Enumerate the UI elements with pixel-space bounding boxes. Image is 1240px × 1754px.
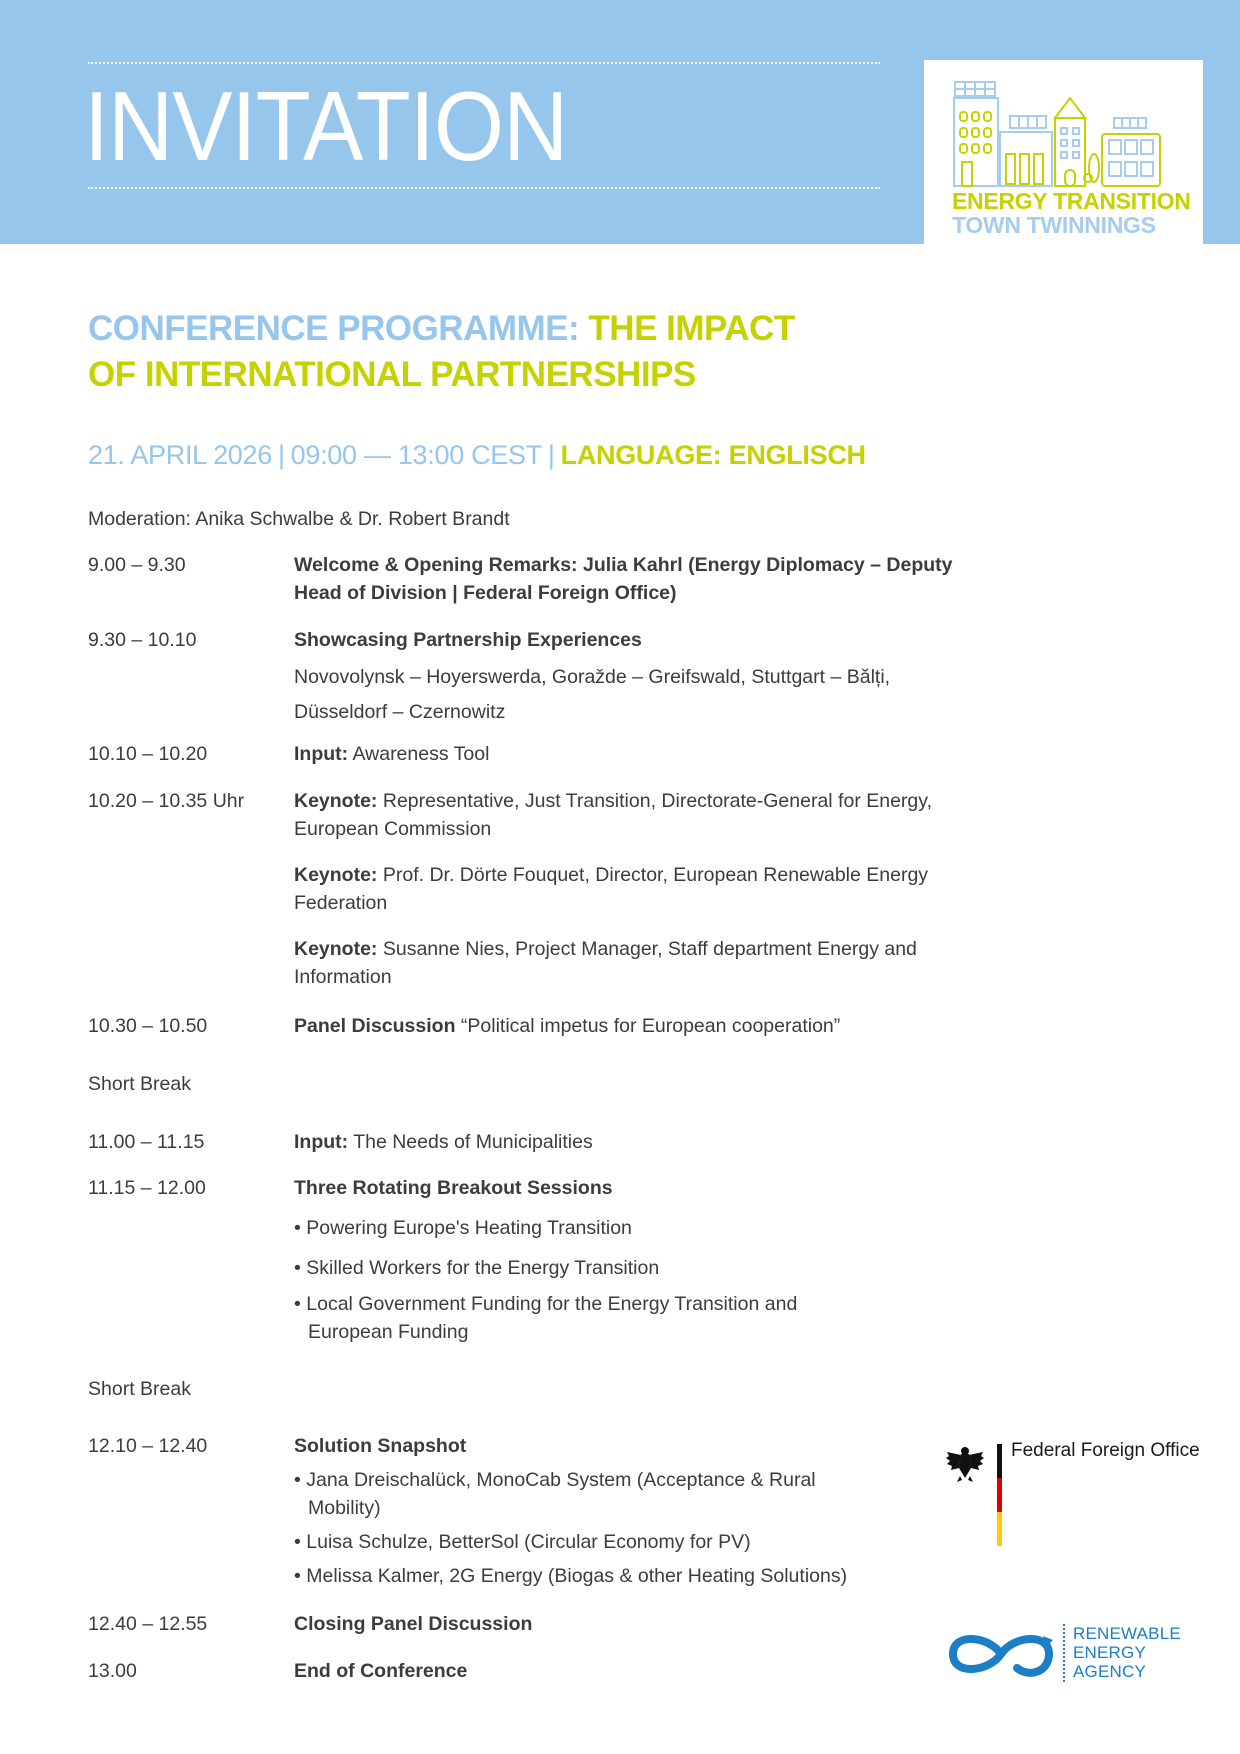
keynote-item: Keynote: Susanne Nies, Project Manager, Staff department Energy and Information: [294, 938, 917, 988]
bullet-item: • Powering Europe's Heating Transition: [294, 1217, 632, 1239]
heading-part3: OF INTERNATIONAL PARTNERSHIPS: [88, 355, 696, 394]
separator: |: [277, 440, 285, 470]
rea-name: RENEWABLE ENERGY AGENCY: [1073, 1624, 1181, 1681]
event-meta: [88, 437, 866, 473]
row-detail: Novovolynsk – Hoyerswerda, Goražde – Greifswald, Stuttgart – Bălți, Düsseldorf – Czernowitz: [294, 666, 891, 723]
divider: [1063, 1624, 1065, 1682]
row-time: 12.40 – 12.55: [88, 1613, 208, 1635]
row-time: 9.00 – 9.30: [88, 554, 186, 576]
town-buildings-icon: [952, 78, 1176, 188]
row-detail: “Political impetus for European cooperation”: [455, 1015, 841, 1037]
row-title: End of Conference: [294, 1660, 468, 1682]
row-title: Closing Panel Discussion: [294, 1613, 533, 1635]
infinity-icon: [945, 1624, 1057, 1684]
moderation-line: Moderation: Anika Schwalbe & Dr. Robert Brandt: [88, 508, 510, 530]
german-flag-bar: [997, 1444, 1002, 1546]
heading-part1: CONFERENCE PROGRAMME:: [88, 309, 580, 348]
dotted-divider-bottom: [88, 187, 880, 189]
event-time: 09:00 — 13:00 CEST: [290, 440, 542, 470]
bullet-item: • Luisa Schulze, BetterSol (Circular Economy for PV): [294, 1531, 751, 1553]
row-label: Input:: [294, 1131, 349, 1153]
row-title: Solution Snapshot: [294, 1435, 467, 1457]
row-time: 9.30 – 10.10: [88, 629, 197, 651]
row-time: 13.00: [88, 1660, 137, 1682]
row-time: 11.00 – 11.15: [88, 1131, 205, 1153]
page-heading: [88, 306, 795, 398]
keynote-item: Keynote: Representative, Just Transition, Directorate-General for Energy, European Commission: [294, 790, 932, 840]
bullet-item: • Local Government Funding for the Energy Transition and European Funding: [294, 1293, 798, 1343]
row-label: Panel Discussion: [294, 1015, 456, 1037]
row-time: 11.15 – 12.00: [88, 1177, 206, 1199]
bullet-item: • Melissa Kalmer, 2G Energy (Biogas & other Heating Solutions): [294, 1565, 848, 1587]
row-time: 12.10 – 12.40: [88, 1435, 208, 1457]
keynote-item: Keynote: Prof. Dr. Dörte Fouquet, Director, European Renewable Energy Federation: [294, 864, 929, 914]
ffo-name: Federal Foreign Office: [1011, 1440, 1200, 1461]
renewable-energy-agency-logo: [945, 1620, 1205, 1690]
row-title: Welcome & Opening Remarks: Julia Kahrl (Energy Diplomacy – Deputy Head of Division | Federal Foreign Office): [294, 554, 953, 604]
row-label: Input:: [294, 743, 349, 765]
bullet-item: • Jana Dreischalück, MonoCab System (Acceptance & Rural Mobility): [294, 1469, 816, 1519]
federal-eagle-icon: [945, 1444, 985, 1484]
invitation-title: INVITATION: [84, 71, 568, 181]
header-band: [0, 0, 1240, 244]
separator: |: [547, 440, 555, 470]
dotted-divider-top: [88, 62, 880, 64]
row-time: 10.10 – 10.20: [88, 743, 208, 765]
federal-foreign-office-logo: [945, 1440, 1205, 1550]
row-title: Showcasing Partnership Experiences: [294, 629, 642, 651]
town-twinnings-logo: [924, 60, 1203, 244]
event-language: LANGUAGE: ENGLISCH: [560, 440, 866, 470]
logo-text-line2: TOWN TWINNINGS: [952, 212, 1156, 238]
heading-part2: THE IMPACT: [579, 309, 795, 348]
row-title: Three Rotating Breakout Sessions: [294, 1177, 613, 1199]
bullet-item: • Skilled Workers for the Energy Transition: [294, 1257, 660, 1279]
logo-text-line1: ENERGY TRANSITION: [952, 188, 1191, 214]
event-date: 21. APRIL 2026: [88, 440, 272, 470]
row-time: 10.20 – 10.35 Uhr: [88, 790, 245, 812]
row-time: 10.30 – 10.50: [88, 1015, 208, 1037]
row-detail: Awareness Tool: [348, 743, 490, 765]
row-detail: The Needs of Municipalities: [348, 1131, 593, 1153]
